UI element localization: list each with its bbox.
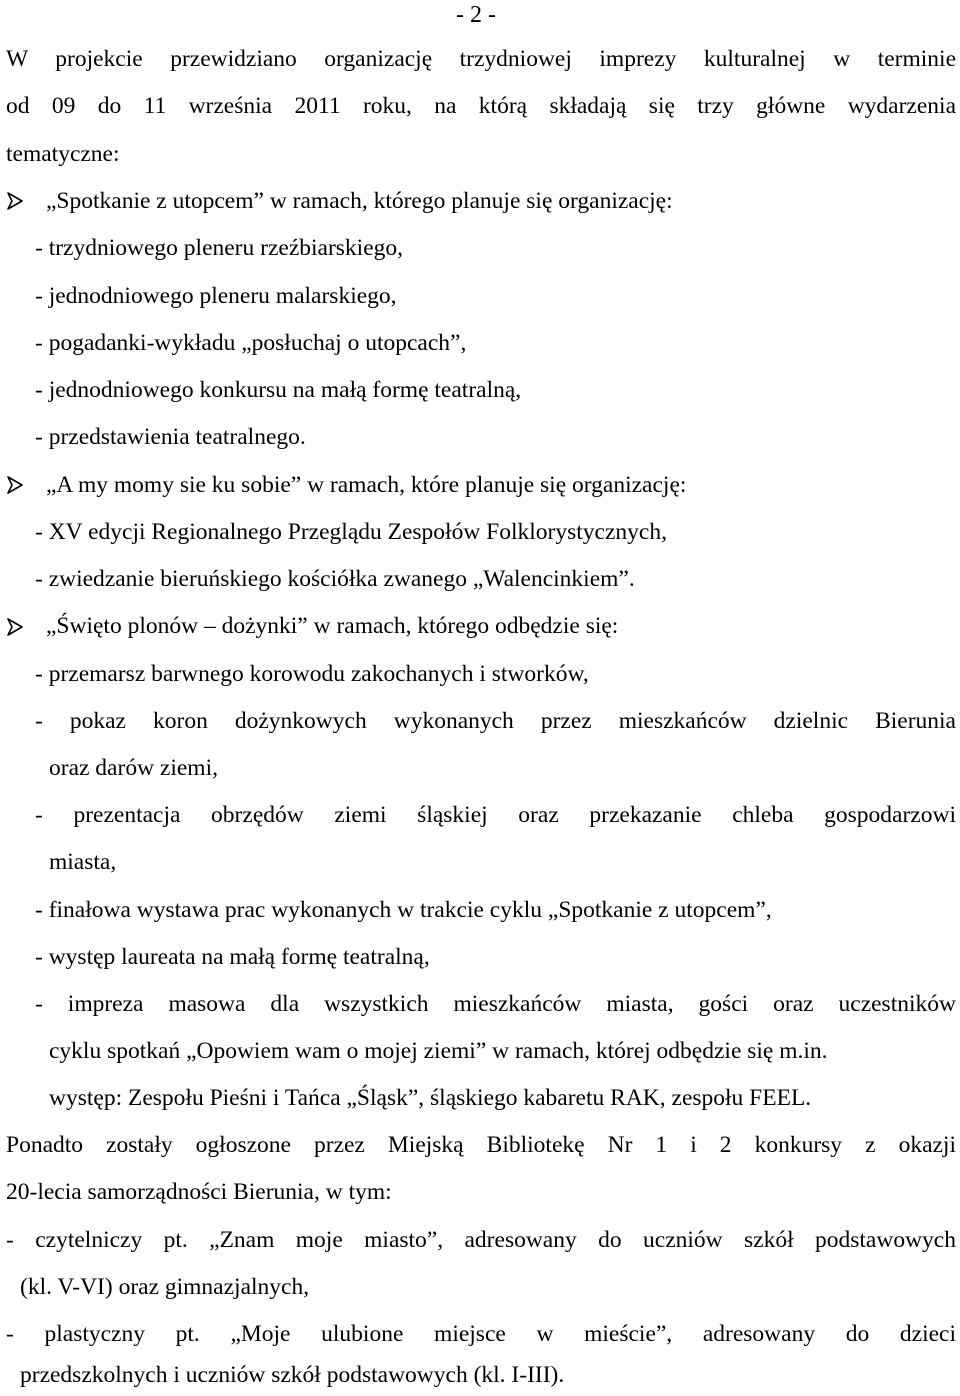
list-item: - przemarsz barwnego korowodu zakochanych i stworków, xyxy=(35,661,589,687)
arrow-bullet-icon xyxy=(6,617,24,637)
arrow-bullet-icon xyxy=(6,191,24,211)
list-item-continuation: występ: Zespołu Pieśni i Tańca „Śląsk”, śląskiego kabaretu RAK, zespołu FEEL. xyxy=(49,1085,812,1111)
outro-line: Ponadto zostały ogłoszone przez Miejską Bibliotekę Nr 1 i 2 konkursy z okazji xyxy=(6,1132,956,1158)
list-item: - przedstawienia teatralnego. xyxy=(35,424,306,450)
intro-line: od 09 do 11 września 2011 roku, na którą składają się trzy główne wydarzenia xyxy=(6,93,956,119)
section-heading: „A my momy sie ku sobie” w ramach, które planuje się organizację: xyxy=(46,472,687,498)
list-item: - XV edycji Regionalnego Przeglądu Zespołów Folklorystycznych, xyxy=(35,519,667,545)
list-item: - impreza masowa dla wszystkich mieszkańców miasta, gości oraz uczestników xyxy=(35,991,956,1017)
list-item: - trzydniowego pleneru rzeźbiarskiego, xyxy=(35,235,404,261)
intro-line: W projekcie przewidziano organizację trzydniowej imprezy kulturalnej w terminie xyxy=(6,46,956,72)
list-item: - pogadanki-wykładu „posłuchaj o utopcach”, xyxy=(35,330,467,356)
list-item-continuation: miasta, xyxy=(49,849,117,875)
outro-list-continuation: przedszkolnych i uczniów szkół podstawowych (kl. I-III). xyxy=(20,1362,565,1388)
list-item: - występ laureata na małą formę teatralną, xyxy=(35,944,430,970)
list-item: - pokaz koron dożynkowych wykonanych przez mieszkańców dzielnic Bierunia xyxy=(35,708,956,734)
section-heading: „Święto plonów – dożynki” w ramach, którego odbędzie się: xyxy=(46,613,619,639)
list-item: - finałowa wystawa prac wykonanych w trakcie cyklu „Spotkanie z utopcem”, xyxy=(35,897,772,923)
page-number: - 2 - xyxy=(456,2,496,28)
list-item: - jednodniowego pleneru malarskiego, xyxy=(35,283,397,309)
arrow-bullet-icon xyxy=(6,475,24,495)
list-item: - jednodniowego konkursu na małą formę teatralną, xyxy=(35,377,522,403)
list-item: - prezentacja obrzędów ziemi śląskiej oraz przekazanie chleba gospodarzowi xyxy=(35,802,956,828)
intro-line: tematyczne: xyxy=(6,141,120,167)
list-item: - zwiedzanie bieruńskiego kościółka zwanego „Walencinkiem”. xyxy=(35,566,635,592)
outro-list-continuation: (kl. V-VI) oraz gimnazjalnych, xyxy=(20,1274,310,1300)
list-item-continuation: oraz darów ziemi, xyxy=(49,755,218,781)
outro-line: 20-lecia samorządności Bierunia, w tym: xyxy=(6,1179,392,1205)
list-item-continuation: cyklu spotkań „Opowiem wam o mojej ziemi” w ramach, której odbędzie się m.in. xyxy=(49,1038,828,1064)
outro-list-item: - plastyczny pt. „Moje ulubione miejsce w mieście”, adresowany do dzieci xyxy=(6,1321,956,1347)
section-heading: „Spotkanie z utopcem” w ramach, którego planuje się organizację: xyxy=(46,188,673,214)
outro-list-item: - czytelniczy pt. „Znam moje miasto”, adresowany do uczniów szkół podstawowych xyxy=(6,1227,956,1253)
